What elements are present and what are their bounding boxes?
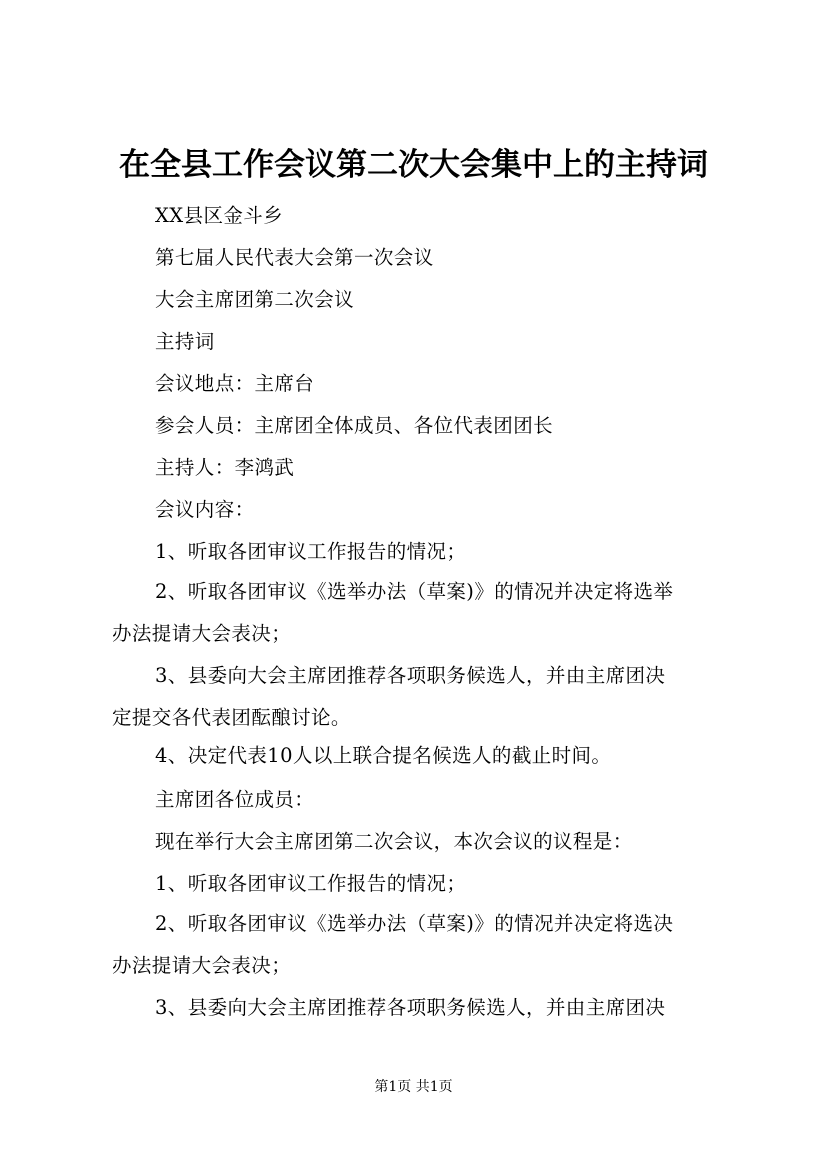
paragraph-17: 1、听取各团审议工作报告的情况； — [155, 872, 467, 895]
paragraph-7: 主持人：李鸿武 — [155, 456, 295, 479]
paragraph-14: 4、决定代表10人以上联合提名候选人的截止时间。 — [155, 744, 612, 767]
paragraph-3: 大会主席团第二次会议 — [155, 288, 355, 311]
paragraph-6: 参会人员：主席团全体成员、各位代表团团长 — [155, 414, 554, 437]
paragraph-11: 办法提请大会表决； — [112, 622, 292, 645]
paragraph-2: 第七届人民代表大会第一次会议 — [155, 246, 434, 269]
paragraph-9: 1、听取各团审议工作报告的情况； — [155, 540, 467, 563]
paragraph-10: 2、听取各团审议《选举办法（草案)》的情况并决定将选举 — [155, 580, 674, 603]
paragraph-19: 办法提请大会表决； — [112, 954, 292, 977]
document-title: 在全县工作会议第二次大会集中上的主持词 — [119, 147, 708, 183]
paragraph-5: 会议地点：主席台 — [155, 372, 315, 395]
paragraph-13: 定提交各代表团酝酿讨论。 — [112, 706, 351, 729]
paragraph-18: 2、听取各团审议《选举办法（草案)》的情况并决定将选决 — [155, 912, 674, 935]
paragraph-4: 主持词 — [155, 330, 215, 353]
paragraph-1: XX县区金斗乡 — [155, 204, 284, 227]
paragraph-8: 会议内容： — [155, 498, 255, 521]
paragraph-15: 主席团各位成员： — [155, 788, 315, 811]
paragraph-20: 3、县委向大会主席团推荐各项职务候选人，并由主席团决 — [155, 996, 666, 1019]
paragraph-16: 现在举行大会主席团第二次会议，本次会议的议程是： — [155, 830, 633, 853]
page-footer: 第1页 共1页 — [374, 1079, 453, 1095]
paragraph-12: 3、县委向大会主席团推荐各项职务候选人，并由主席团决 — [155, 664, 666, 687]
